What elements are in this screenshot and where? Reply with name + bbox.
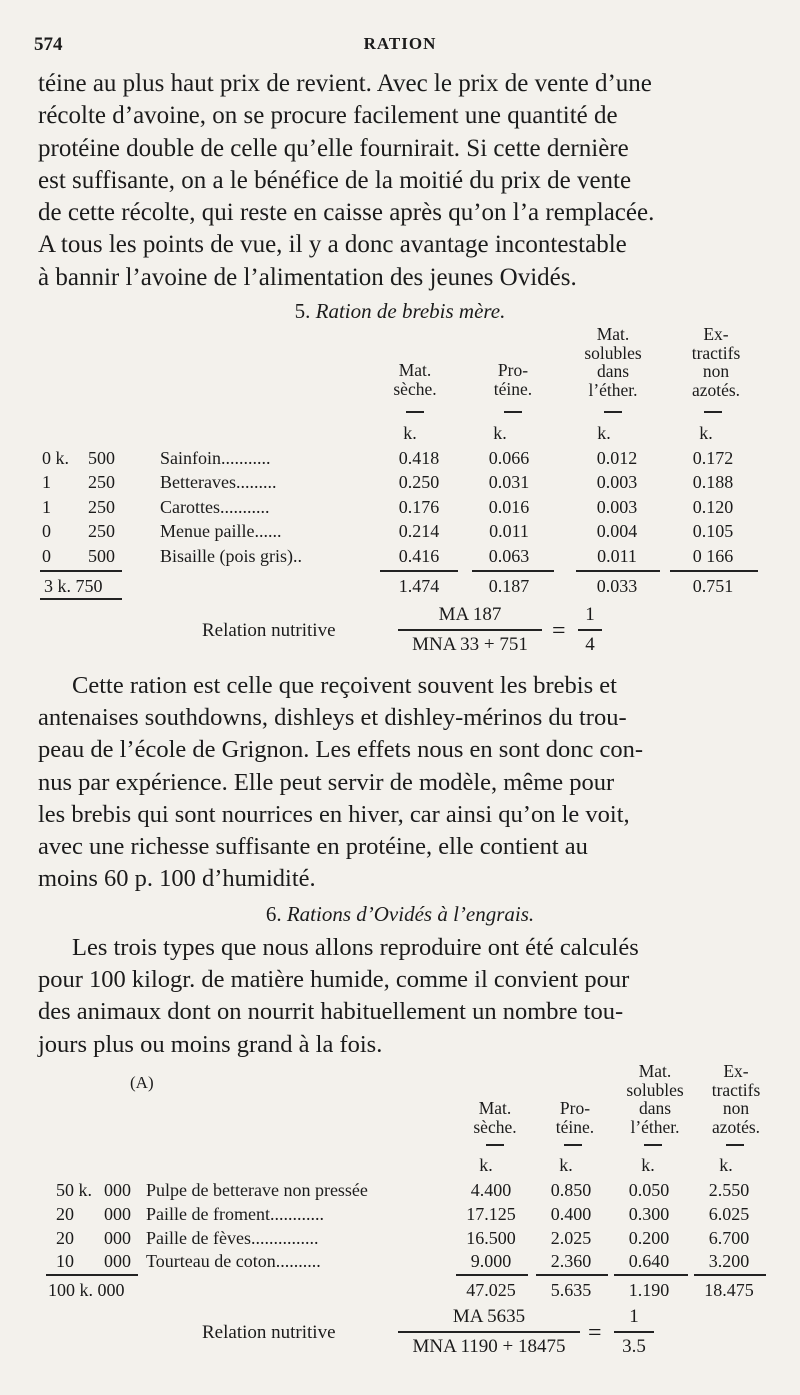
text-line: à bannir l’avoine de l’alimentation des jeunes Ovidés. [38,263,577,291]
col-header-nitrogen-free-extract: Ex- tractifs non azotés. [691,324,741,400]
text-line: Cette ration est celle que reçoivent souvent les brebis et [72,672,617,699]
text-line: est suffisante, on a le bénéfice de la moitié du prix de vente [38,166,632,194]
feed-name: Sainfoin........... [160,448,271,468]
text-line: pour 100 kilogr. de matière humide, comme il convient pour [38,966,630,994]
book-page: 574 RATION téine au plus haut prix de revient. Avec le prix de vente d’une récolte d’avoine, on se procure facilement une quantité de protéine double de celle qu’elle fournirait. Si cette dernière est suffisante, on a le bénéfice de la moitié du prix de vente de cette récolte, qui reste en caisse après qu’on l’a remplacée. A tous les points de vue, il y a donc avantage incontestable à bannir l’avoine de l’alimentation des jeunes Ovidés. 5. Ration de brebis mère. Mat. sèche. Pro- téine. Mat. solubles dans l’éther. Ex- tractifs non azotés. k. k. k. k. 0 k. 500 Sainfoin........... 0.418 0.066 0.012 0.172 1 250 Betteraves......... 0.250 0.031 0.003 0.188 1 250 Carottes........... 0.176 0.016 0.003 0.120 0 250 Menue paille...... 0.214 0.011 0.004 0.105 0 500 Bisaille (pois gris).. 0.416 0.063 0.011 0 166 3 k. 750 1.474 0.187 0.033 0.751 Relation nutritive MA 187 MNA 33 + 751 = 1 4 Cette ration est celle que reçoivent souvent les brebis et antenaises southdowns, dishleys et dishley-mérinos du trou- peau de l’école de Grignon. Les effets nous en sont donc con- nus par expérience. Elle peut servir de modèle, même pour les brebis qui sont nourrices en hiver, car ainsi qu’on le voit, avec une richesse suffisante en protéine, elle contient au moins 60 p. 100 d’humidité. 6. Rations d’Ovidés à l’engrais. Les trois types que nous allons reproduire ont été calculés pour 100 kilogr. de matière humide, comme il convient pour des animaux dont on nourrit habituellement un nombre tou- jours plus ou moins grand à la fois. (A) Mat. sèche. Pro- téine. Mat. solubles dans l’éther. Ex- tractifs non azotés. k. k. k. k. 50 k. 000 Pulpe de betterave non pressée 4.400 0.850 0.050 2.550 20 000 Paille de froment............ 17.125 0.400 0.300 6.025 20 000 Paille de fèves............... 16.500 2.025 0.200 6.700 10 000 Tourteau de coton.......... 9.000 2.360 0.640 3.200 100 k. 000 47.025 5.635 1.190 18.475 Relation nutritive MA 5635 MNA 1190 + 18475 = 1 3.5 [0,0,800,1395]
unit-label: k. [699,423,713,443]
sum-rule [46,1274,138,1276]
col-header-protein: Pro- téine. [493,360,533,399]
header-dash [726,1144,744,1146]
feed-name: Paille de froment............ [146,1204,324,1224]
feed-name: Paille de fèves............... [146,1228,319,1248]
text-line: protéine double de celle qu’elle fournirait. Si cette dernière [38,134,629,162]
header-dash [644,1144,662,1146]
ration-table-a: (A) Mat. sèche. Pro- téine. Mat. solubles dans l’éther. Ex- tractifs non azotés. k. k. k. k. 50 k. 000 Pulpe de betterave non pressée 4.400 0.850 0.050 2.550 20 000 Paille de froment............ 17.125 0.400 0.300 6.025 20 000 Paille de fèves............... 16.500 2.025 0.200 6.700 10 000 Tourteau de coton.......... 9.000 2.360 0.640 3.200 100 k. 000 47.025 5.635 1.190 18.475 [0,0,800,1395]
col-header-protein: Pro- téine. [555,1098,595,1137]
header-dash [564,1144,582,1146]
sum-rule [456,1274,528,1276]
text-line: peau de l’école de Grignon. Les effets nous en sont donc con- [38,736,644,764]
col-header-ether-soluble: Mat. solubles dans l’éther. [626,1061,684,1137]
text-line: A tous les points de vue, il y a donc avantage incontestable [38,231,627,259]
text-line: téine au plus haut prix de revient. Avec le prix de vente d’une [38,70,652,97]
unit-label: k. [493,423,507,443]
col-header-dry-matter: Mat. sèche. [393,360,437,399]
unit-label: k. [479,1155,493,1175]
table-label: (A) [130,1073,154,1092]
col-header-ether-soluble: Mat. solubles dans l’éther. [584,324,642,400]
section-title: Rations d’Ovidés à l’engrais. [286,902,535,926]
sum-rule [614,1274,688,1276]
text-line: des animaux dont on nourrit habituellement un nombre tou- [38,998,624,1026]
section-title: Ration de brebis mère. [315,299,506,323]
running-title: RATION [363,34,437,53]
text-line: antenaises southdowns, dishleys et dishley-mérinos du trou- [38,704,627,732]
text-line: de cette récolte, qui reste en caisse après qu’on l’a remplacée. [38,199,655,227]
sum-rule [694,1274,766,1276]
unit-label: k. [403,423,417,443]
text-line: avec une richesse suffisante en protéine, elle contient au [38,833,588,861]
feed-name: Carottes........... [160,497,270,517]
text-line: jours plus ou moins grand à la fois. [38,1030,383,1058]
fraction-bar [398,1331,580,1333]
text-line: les brebis qui sont nourrices en hiver, car ainsi qu’on le voit, [38,800,630,828]
unit-label: k. [719,1155,733,1175]
fraction-bar [614,1331,654,1333]
feed-name: Tourteau de coton.......... [146,1251,321,1271]
col-header-dry-matter: Mat. sèche. [473,1098,517,1137]
col-header-nitrogen-free-extract: Ex- tractifs non azotés. [711,1061,761,1137]
section-number: 5. [294,299,311,323]
unit-label: k. [597,423,611,443]
feed-name: Bisaille (pois gris).. [160,546,302,566]
section-number: 6. [265,902,282,926]
page-number: 574 [34,34,63,55]
ration-table-5: Mat. sèche. Pro- téine. Mat. solubles dans l’éther. Ex- tractifs non azotés. k. k. k. k. 0 k. 500 Sainfoin........... 0.418 0.066 0.012 0.172 1 250 Betteraves......... 0.250 0.031 0.003 0.188 1 250 Carottes........... 0.176 0.016 0.003 0.120 0 250 Menue paille...... 0.214 0.011 0.004 0.105 0 500 Bisaille (pois gris).. 0.416 0.063 0.011 0 166 3 k. 750 1.474 0.187 0.033 0.751 [0,0,800,1395]
feed-name: Pulpe de betterave non pressée [146,1180,368,1200]
unit-label: k. [641,1155,655,1175]
text-line: moins 60 p. 100 d’humidité. [38,865,316,893]
unit-label: k. [559,1155,573,1175]
feed-name: Menue paille...... [160,521,282,541]
text-line: nus par expérience. Elle peut servir de modèle, même pour [38,768,615,796]
text-line: Les trois types que nous allons reproduire ont été calculés [72,934,639,961]
sum-rule [536,1274,608,1276]
text-line: récolte d’avoine, on se procure facilement une quantité de [38,102,618,130]
header-dash [486,1144,504,1146]
feed-name: Betteraves......... [160,472,277,492]
